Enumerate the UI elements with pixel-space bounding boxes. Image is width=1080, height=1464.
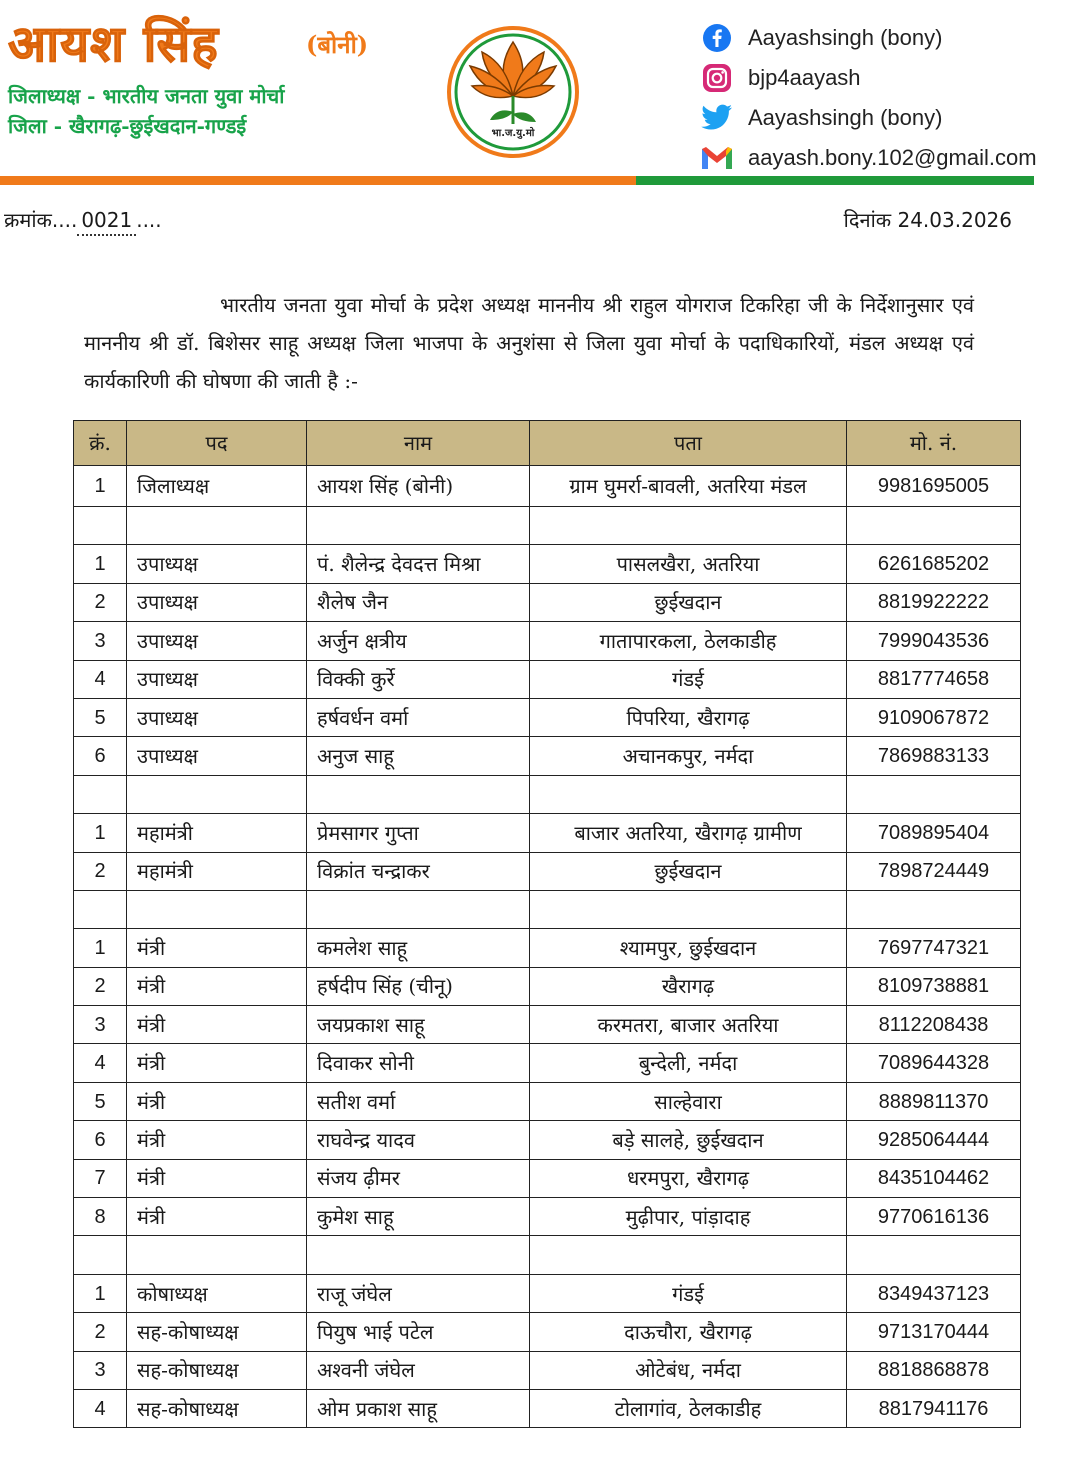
mobile-cell: 6261685202 bbox=[847, 545, 1021, 583]
address-cell: श्यामपुर, छुईखदान bbox=[530, 929, 847, 967]
social-facebook[interactable] bbox=[700, 18, 1070, 58]
address-cell: गंडई bbox=[530, 1274, 847, 1312]
serial-cell: 1 bbox=[74, 1274, 127, 1312]
table-row-spacer bbox=[74, 1236, 1021, 1274]
post-cell: मंत्री bbox=[127, 1198, 307, 1236]
name-cell: जयप्रकाश साहू bbox=[307, 1006, 530, 1044]
header-address: पता bbox=[530, 421, 847, 466]
serial-cell: 6 bbox=[74, 1121, 127, 1159]
serial-cell: 2 bbox=[74, 967, 127, 1005]
leader-district: जिला - खैरागढ़-छुईखदान-गण्डई bbox=[8, 114, 247, 138]
table-body bbox=[74, 466, 1021, 1428]
name-cell bbox=[307, 507, 530, 545]
serial-cell: 1 bbox=[74, 545, 127, 583]
mobile-cell: 7089895404 bbox=[847, 814, 1021, 852]
address-cell: करमतरा, बाजार अतरिया bbox=[530, 1006, 847, 1044]
serial-cell: 8 bbox=[74, 1198, 127, 1236]
leader-designation: जिलाध्यक्ष - भारतीय जनता युवा मोर्चा bbox=[8, 84, 285, 108]
email-address: aayash.bony.102@gmail.com bbox=[748, 145, 1037, 170]
social-twitter[interactable] bbox=[700, 98, 1070, 138]
name-cell: ओम प्रकाश साहू bbox=[307, 1389, 530, 1427]
table-row bbox=[74, 466, 1021, 507]
post-cell: मंत्री bbox=[127, 1159, 307, 1197]
reference-number: क्रमांक.... 0021 .... bbox=[4, 206, 162, 236]
post-cell bbox=[127, 507, 307, 545]
table-row bbox=[74, 698, 1021, 736]
mobile-cell: 7869883133 bbox=[847, 737, 1021, 775]
twitter-icon bbox=[700, 102, 734, 134]
address-cell: छुईखदान bbox=[530, 583, 847, 621]
mobile-cell: 9713170444 bbox=[847, 1313, 1021, 1351]
table-row bbox=[74, 1044, 1021, 1082]
name-cell: आयश सिंह (बोनी) bbox=[307, 466, 530, 507]
name-cell: अर्जुन क्षत्रीय bbox=[307, 622, 530, 660]
name-cell: हर्षवर्धन वर्मा bbox=[307, 698, 530, 736]
table-row bbox=[74, 1198, 1021, 1236]
mobile-cell: 7697747321 bbox=[847, 929, 1021, 967]
address-cell: छुईखदान bbox=[530, 852, 847, 890]
name-cell: संजय ढ़ीमर bbox=[307, 1159, 530, 1197]
green-divider bbox=[636, 176, 1034, 185]
table-row bbox=[74, 1006, 1021, 1044]
mobile-cell: 8109738881 bbox=[847, 967, 1021, 1005]
mobile-cell: 9109067872 bbox=[847, 698, 1021, 736]
post-cell: मंत्री bbox=[127, 1044, 307, 1082]
table-row bbox=[74, 1351, 1021, 1389]
address-cell bbox=[530, 775, 847, 813]
table-row bbox=[74, 852, 1021, 890]
name-cell: अश्वनी जंघेल bbox=[307, 1351, 530, 1389]
serial-cell: 4 bbox=[74, 660, 127, 698]
mobile-cell: 8819922222 bbox=[847, 583, 1021, 621]
serial-cell: 3 bbox=[74, 622, 127, 660]
address-cell: टोलागांव, ठेलकाडीह bbox=[530, 1389, 847, 1427]
reference-value: 0021 bbox=[77, 206, 136, 236]
table-row bbox=[74, 929, 1021, 967]
name-cell: राघवेन्द्र यादव bbox=[307, 1121, 530, 1159]
mobile-cell: 8349437123 bbox=[847, 1274, 1021, 1312]
table-row bbox=[74, 967, 1021, 1005]
post-cell: कोषाध्यक्ष bbox=[127, 1274, 307, 1312]
address-cell: गातापारकला, ठेलकाडीह bbox=[530, 622, 847, 660]
mobile-cell: 7089644328 bbox=[847, 1044, 1021, 1082]
serial-cell bbox=[74, 507, 127, 545]
serial-cell bbox=[74, 890, 127, 928]
table-row bbox=[74, 1159, 1021, 1197]
date-value: 24.03.2026 bbox=[897, 208, 1012, 232]
table-row-spacer bbox=[74, 890, 1021, 928]
serial-cell: 2 bbox=[74, 583, 127, 621]
serial-cell: 3 bbox=[74, 1006, 127, 1044]
name-cell: शैलेष जैन bbox=[307, 583, 530, 621]
address-cell: बाजार अतरिया, खैरागढ़ ग्रामीण bbox=[530, 814, 847, 852]
mobile-cell: 9981695005 bbox=[847, 466, 1021, 507]
post-cell: सह-कोषाध्यक्ष bbox=[127, 1351, 307, 1389]
table-row bbox=[74, 622, 1021, 660]
table-row bbox=[74, 1082, 1021, 1120]
table-row bbox=[74, 737, 1021, 775]
name-cell: सतीश वर्मा bbox=[307, 1082, 530, 1120]
mobile-cell: 9285064444 bbox=[847, 1121, 1021, 1159]
mobile-cell: 8817774658 bbox=[847, 660, 1021, 698]
name-cell: प्रेमसागर गुप्ता bbox=[307, 814, 530, 852]
post-cell: उपाध्यक्ष bbox=[127, 698, 307, 736]
name-cell: कुमेश साहू bbox=[307, 1198, 530, 1236]
address-cell: पिपरिया, खैरागढ़ bbox=[530, 698, 847, 736]
post-cell: मंत्री bbox=[127, 967, 307, 1005]
post-cell: उपाध्यक्ष bbox=[127, 737, 307, 775]
mobile-cell: 8435104462 bbox=[847, 1159, 1021, 1197]
serial-cell: 1 bbox=[74, 466, 127, 507]
table-row bbox=[74, 1274, 1021, 1312]
header-post: पद bbox=[127, 421, 307, 466]
letterhead bbox=[0, 0, 1080, 180]
serial-cell: 4 bbox=[74, 1044, 127, 1082]
address-cell: धरमपुरा, खैरागढ़ bbox=[530, 1159, 847, 1197]
table-row-spacer bbox=[74, 775, 1021, 813]
header-mobile: मो. नं. bbox=[847, 421, 1021, 466]
name-cell: विक्की कुर्रे bbox=[307, 660, 530, 698]
post-cell: जिलाध्यक्ष bbox=[127, 466, 307, 507]
mobile-cell: 8112208438 bbox=[847, 1006, 1021, 1044]
mobile-cell: 8889811370 bbox=[847, 1082, 1021, 1120]
mobile-cell: 9770616136 bbox=[847, 1198, 1021, 1236]
mobile-cell: 8817941176 bbox=[847, 1389, 1021, 1427]
address-cell: साल्हेवारा bbox=[530, 1082, 847, 1120]
table-row bbox=[74, 545, 1021, 583]
address-cell: ओटेबंध, नर्मदा bbox=[530, 1351, 847, 1389]
address-cell bbox=[530, 507, 847, 545]
mobile-cell: 7999043536 bbox=[847, 622, 1021, 660]
instagram-handle: bjp4aayash bbox=[748, 65, 861, 90]
name-cell: हर्षदीप सिंह (चीनू) bbox=[307, 967, 530, 1005]
serial-cell: 1 bbox=[74, 929, 127, 967]
post-cell bbox=[127, 890, 307, 928]
serial-cell: 2 bbox=[74, 1313, 127, 1351]
post-cell: महामंत्री bbox=[127, 814, 307, 852]
post-cell: मंत्री bbox=[127, 1121, 307, 1159]
address-cell: ग्राम घुमर्रा-बावली, अतरिया मंडल bbox=[530, 466, 847, 507]
serial-cell: 5 bbox=[74, 698, 127, 736]
instagram-icon bbox=[700, 62, 734, 94]
gmail-icon bbox=[700, 142, 734, 174]
address-cell: मुढ़ीपार, पांड़ादाह bbox=[530, 1198, 847, 1236]
facebook-icon bbox=[700, 22, 734, 54]
letter-date bbox=[844, 206, 1012, 234]
serial-cell bbox=[74, 775, 127, 813]
logo-text: भा.ज.यु.मो bbox=[491, 128, 535, 139]
social-email[interactable] bbox=[700, 138, 1070, 178]
address-cell: अचानकपुर, नर्मदा bbox=[530, 737, 847, 775]
bjym-lotus-logo-icon bbox=[440, 24, 586, 160]
name-cell: पियुष भाई पटेल bbox=[307, 1313, 530, 1351]
header-serial: क्रं. bbox=[74, 421, 127, 466]
serial-cell: 2 bbox=[74, 852, 127, 890]
social-instagram[interactable] bbox=[700, 58, 1070, 98]
twitter-handle: Aayashsingh (bony) bbox=[748, 105, 943, 130]
table-row bbox=[74, 1121, 1021, 1159]
post-cell bbox=[127, 1236, 307, 1274]
announcement-paragraph bbox=[84, 286, 974, 400]
address-cell: गंडई bbox=[530, 660, 847, 698]
post-cell: मंत्री bbox=[127, 1006, 307, 1044]
address-cell: बुन्देली, नर्मदा bbox=[530, 1044, 847, 1082]
name-cell: अनुज साहू bbox=[307, 737, 530, 775]
mobile-cell bbox=[847, 775, 1021, 813]
table-header-row bbox=[74, 421, 1021, 466]
serial-cell: 3 bbox=[74, 1351, 127, 1389]
office-bearers-table bbox=[73, 420, 1021, 1428]
name-cell: दिवाकर सोनी bbox=[307, 1044, 530, 1082]
date-label: दिनांक bbox=[843, 208, 892, 232]
table-row bbox=[74, 583, 1021, 621]
mobile-cell bbox=[847, 890, 1021, 928]
serial-cell: 4 bbox=[74, 1389, 127, 1427]
address-cell: दाऊचौरा, खैरागढ़ bbox=[530, 1313, 847, 1351]
post-cell: मंत्री bbox=[127, 1082, 307, 1120]
announcement-text: भारतीय जनता युवा मोर्चा के प्रदेश अध्यक्ष माननीय श्री राहुल योगराज टिकरिहा जी के निर्देशानुसार एवं माननीय श्री डॉ. बिशेसर साहू अध्यक्ष जिला भाजपा के अनुशंसा से जिला युवा मोर्चा के पदाधिकारियों, मंडल अध्यक्ष एवं कार्यकारिणी की घोषणा की जाती है :- bbox=[84, 293, 974, 393]
social-links bbox=[700, 18, 1070, 178]
table-row bbox=[74, 1313, 1021, 1351]
saffron-divider bbox=[0, 176, 636, 185]
serial-cell: 1 bbox=[74, 814, 127, 852]
name-cell: राजू जंघेल bbox=[307, 1274, 530, 1312]
table-row bbox=[74, 660, 1021, 698]
post-cell: उपाध्यक्ष bbox=[127, 622, 307, 660]
post-cell: उपाध्यक्ष bbox=[127, 660, 307, 698]
serial-cell: 7 bbox=[74, 1159, 127, 1197]
facebook-handle: Aayashsingh (bony) bbox=[748, 25, 943, 50]
leader-name: आयश सिंह bbox=[8, 14, 219, 73]
name-cell: कमलेश साहू bbox=[307, 929, 530, 967]
mobile-cell: 7898724449 bbox=[847, 852, 1021, 890]
mobile-cell bbox=[847, 507, 1021, 545]
mobile-cell bbox=[847, 1236, 1021, 1274]
address-cell: खैरागढ़ bbox=[530, 967, 847, 1005]
post-cell: उपाध्यक्ष bbox=[127, 545, 307, 583]
table-row bbox=[74, 1389, 1021, 1427]
post-cell: सह-कोषाध्यक्ष bbox=[127, 1389, 307, 1427]
name-cell: पं. शैलेन्द्र देवदत्त मिश्रा bbox=[307, 545, 530, 583]
serial-cell bbox=[74, 1236, 127, 1274]
name-cell: विक्रांत चन्द्राकर bbox=[307, 852, 530, 890]
address-cell: बड़े सालहे, छुईखदान bbox=[530, 1121, 847, 1159]
post-cell: उपाध्यक्ष bbox=[127, 583, 307, 621]
serial-cell: 5 bbox=[74, 1082, 127, 1120]
name-cell bbox=[307, 890, 530, 928]
address-cell bbox=[530, 890, 847, 928]
leader-nickname: (बोनी) bbox=[306, 30, 369, 59]
address-cell bbox=[530, 1236, 847, 1274]
reference-label: क्रमांक bbox=[4, 208, 52, 232]
post-cell: मंत्री bbox=[127, 929, 307, 967]
mobile-cell: 8818868878 bbox=[847, 1351, 1021, 1389]
name-cell bbox=[307, 775, 530, 813]
post-cell bbox=[127, 775, 307, 813]
address-cell: पासलखैरा, अतरिया bbox=[530, 545, 847, 583]
serial-cell: 6 bbox=[74, 737, 127, 775]
table-row bbox=[74, 814, 1021, 852]
header-name: नाम bbox=[307, 421, 530, 466]
post-cell: सह-कोषाध्यक्ष bbox=[127, 1313, 307, 1351]
post-cell: महामंत्री bbox=[127, 852, 307, 890]
name-cell bbox=[307, 1236, 530, 1274]
table-row-spacer bbox=[74, 507, 1021, 545]
